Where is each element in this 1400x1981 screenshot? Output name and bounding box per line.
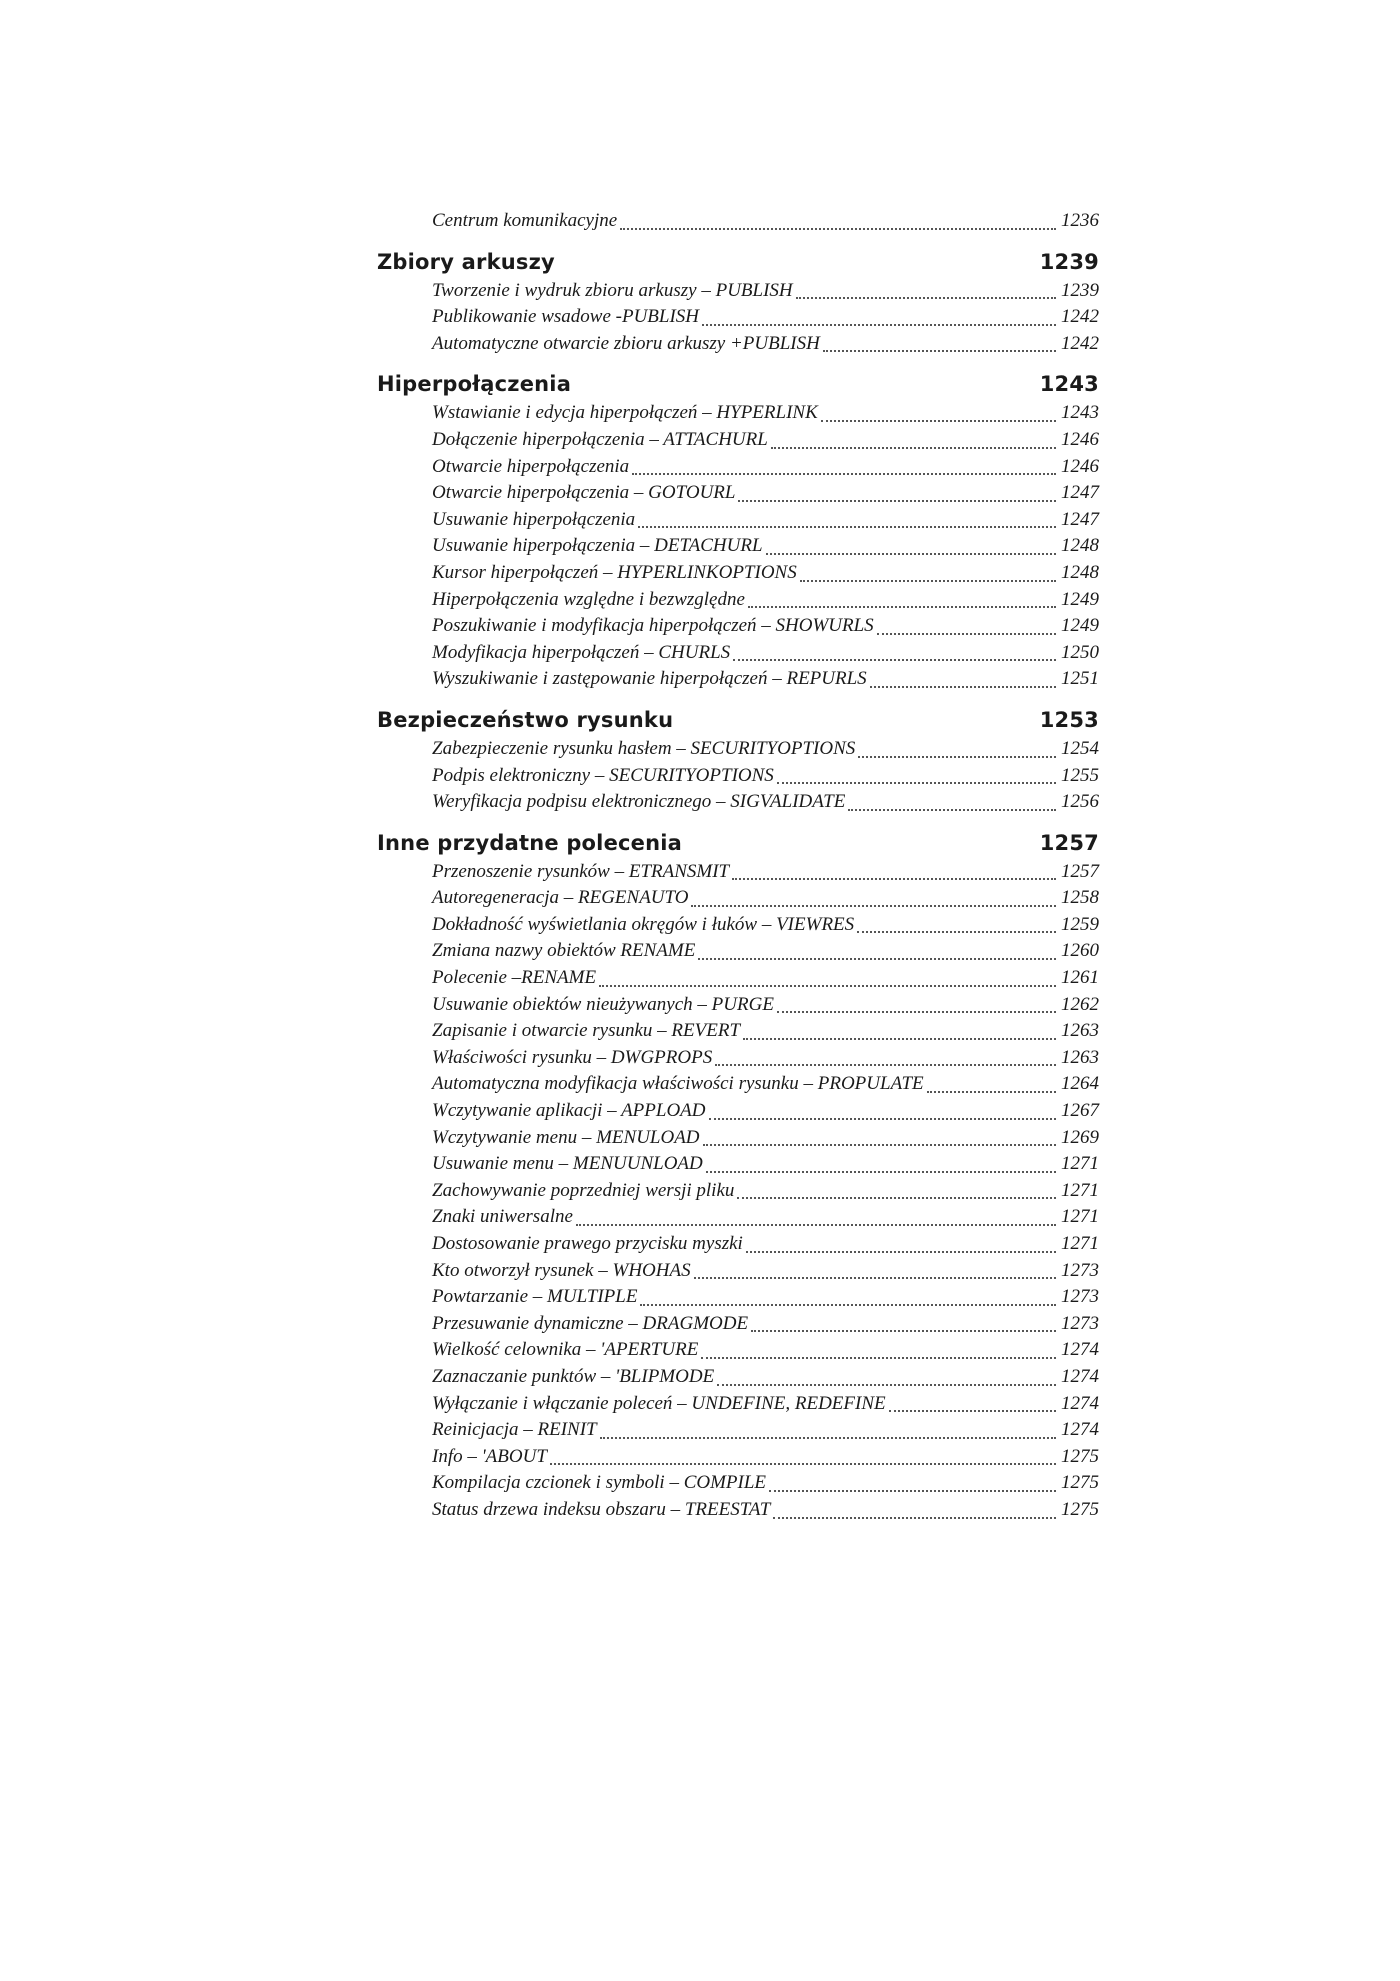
dot-leader — [640, 1304, 1056, 1306]
toc-entry-label: Kompilacja czcionek i symboli – COMPILE — [432, 1472, 767, 1494]
toc-entry-page-number: 1273 — [1061, 1259, 1099, 1281]
toc-entry-label: Reinicjacja – REINIT — [432, 1419, 597, 1441]
section-title: Inne przydatne polecenia — [377, 830, 683, 855]
toc-entry-page-number: 1275 — [1061, 1472, 1099, 1494]
toc-entry — [432, 965, 1099, 992]
toc-entry-page-number: 1275 — [1061, 1445, 1099, 1467]
dot-leader — [751, 1330, 1056, 1332]
dot-leader — [632, 473, 1056, 475]
toc-entry-label: Dostosowanie prawego przycisku myszki — [432, 1233, 743, 1254]
toc-entry — [432, 278, 1099, 305]
toc-entry — [432, 736, 1099, 763]
toc-entry-page-number: 1275 — [1061, 1498, 1099, 1520]
toc-entry — [432, 1045, 1099, 1072]
section-heading — [377, 828, 1099, 859]
toc-entry-label: Poszukiwanie i modyfikacja hiperpołączeń – SHOWURLS — [432, 615, 874, 637]
toc-entry-label: Kto otworzył rysunek – WHOHAS — [432, 1259, 691, 1281]
toc-entry-page-number: 1249 — [1061, 615, 1099, 637]
toc-entry — [432, 454, 1099, 481]
toc-entry-page-number: 1258 — [1061, 887, 1099, 909]
toc-entry-page-number: 1242 — [1061, 306, 1099, 328]
toc-entry-label: Otwarcie hiperpołączenia – GOTOURL — [432, 482, 736, 504]
toc-entry-label: Publikowanie wsadowe -PUBLISH — [432, 306, 700, 328]
toc-entry-label: Wyłączanie i włączanie poleceń – UNDEFINE, REDEFINE — [432, 1392, 886, 1414]
toc-entry — [432, 1391, 1099, 1418]
toc-entry — [432, 912, 1099, 939]
dot-leader — [732, 878, 1056, 880]
toc-entry — [432, 992, 1099, 1019]
toc-entry-label: Kursor hiperpołączeń – HYPERLINKOPTIONS — [432, 561, 797, 583]
toc-entry-page-number: 1236 — [1061, 210, 1099, 231]
toc-entry — [432, 1098, 1099, 1125]
toc-entry-label: Przesuwanie dynamiczne – DRAGMODE — [432, 1312, 749, 1334]
toc-entry-page-number: 1267 — [1061, 1100, 1099, 1122]
toc-entry-page-number: 1274 — [1061, 1365, 1099, 1387]
toc-entry-label: Zaznaczanie punktów – 'BLIPMODE — [432, 1365, 715, 1387]
toc-entry — [432, 1337, 1099, 1364]
toc-entry-page-number: 1274 — [1061, 1392, 1099, 1414]
dot-leader — [694, 1277, 1056, 1279]
section-heading — [377, 369, 1099, 400]
toc-entry-page-number: 1246 — [1061, 455, 1099, 477]
toc-entry — [432, 1417, 1099, 1444]
dot-leader — [600, 1437, 1056, 1439]
toc-entry — [432, 1178, 1099, 1205]
toc-entry-label: Weryfikacja podpisu elektronicznego – SIGVALIDATE — [432, 791, 846, 813]
toc-entry-page-number: 1264 — [1061, 1073, 1099, 1095]
dot-leader — [717, 1384, 1056, 1386]
toc-entry-label: Wczytywanie menu – MENULOAD — [432, 1126, 700, 1148]
dot-leader — [701, 1357, 1056, 1359]
toc-entry-label: Dołączenie hiperpołączenia – ATTACHURL — [432, 428, 768, 450]
toc-entry-label: Zabezpieczenie rysunku hasłem – SECURITYOPTIONS — [432, 737, 856, 759]
section-heading — [377, 705, 1099, 736]
toc-entry-label: Wczytywanie aplikacji – APPLOAD — [432, 1100, 706, 1122]
toc-entry-page-number: 1254 — [1061, 737, 1099, 759]
toc-entry-page-number: 1243 — [1061, 402, 1099, 424]
toc-entry-label: Hiperpołączenia względne i bezwzględne — [432, 588, 745, 610]
section-title: Hiperpołączenia — [377, 372, 572, 397]
toc-entry-page-number: 1256 — [1061, 791, 1099, 813]
toc-entry-label: Zmiana nazwy obiektów RENAME — [432, 940, 696, 962]
toc-entry — [432, 763, 1099, 790]
toc-entry-label: Dokładność wyświetlania okręgów i łuków – VIEWRES — [432, 913, 855, 935]
toc-entry-page-number: 1269 — [1061, 1126, 1099, 1148]
toc-entry-page-number: 1271 — [1061, 1179, 1099, 1201]
toc-entry — [432, 666, 1099, 693]
toc-entry — [432, 1497, 1099, 1524]
toc-entry — [432, 400, 1099, 427]
toc-entry — [432, 331, 1099, 358]
dot-leader — [599, 985, 1056, 987]
toc-entry — [432, 1311, 1099, 1338]
toc-entry — [432, 208, 1099, 235]
dot-leader — [777, 1011, 1056, 1013]
toc-entry-label: Podpis elektroniczny – SECURITYOPTIONS — [432, 764, 774, 786]
toc-entry — [432, 427, 1099, 454]
toc-entry-page-number: 1260 — [1061, 940, 1099, 962]
toc-entry — [432, 1284, 1099, 1311]
dot-leader — [927, 1091, 1056, 1093]
toc-entry — [432, 640, 1099, 667]
toc-entry-page-number: 1273 — [1061, 1286, 1099, 1308]
dot-leader — [771, 447, 1056, 449]
toc-entry-page-number: 1271 — [1061, 1153, 1099, 1175]
section-page-number: 1253 — [1039, 707, 1099, 732]
dot-leader — [821, 420, 1056, 422]
toc-entry-label: Info – 'ABOUT — [432, 1445, 547, 1467]
toc-entry — [432, 1151, 1099, 1178]
dot-leader — [691, 905, 1056, 907]
section-heading — [377, 247, 1099, 278]
toc-entry — [432, 1071, 1099, 1098]
toc-entry-page-number: 1262 — [1061, 993, 1099, 1015]
toc-entry-page-number: 1274 — [1061, 1339, 1099, 1361]
dot-leader — [769, 1490, 1056, 1492]
toc-entry-label: Właściwości rysunku – DWGPROPS — [432, 1046, 713, 1068]
dot-leader — [823, 350, 1056, 352]
toc-entry-label: Centrum komunikacyjne — [432, 210, 618, 231]
toc-entry-page-number: 1263 — [1061, 1046, 1099, 1068]
section-title: Zbiory arkuszy — [377, 249, 555, 274]
toc-entry — [432, 587, 1099, 614]
dot-leader — [620, 228, 1056, 230]
dot-leader — [889, 1410, 1056, 1412]
toc-entry-label: Usuwanie hiperpołączenia — [432, 508, 636, 530]
toc-entry-page-number: 1248 — [1061, 561, 1099, 583]
dot-leader — [638, 526, 1056, 528]
toc-entry — [432, 938, 1099, 965]
toc-entry-page-number: 1242 — [1061, 332, 1099, 354]
dot-leader — [698, 958, 1056, 960]
dot-leader — [703, 1144, 1056, 1146]
toc-entry-label: Tworzenie i wydruk zbioru arkuszy – PUBLISH — [432, 279, 793, 301]
toc-entry-page-number: 1255 — [1061, 764, 1099, 786]
toc-entry-label: Polecenie –RENAME — [432, 967, 597, 989]
toc-entry-label: Wielkość celownika – 'APERTURE — [432, 1339, 699, 1361]
toc-entry-label: Modyfikacja hiperpołączeń – CHURLS — [432, 641, 731, 663]
dot-leader — [796, 297, 1056, 299]
toc-entry-page-number: 1239 — [1061, 279, 1099, 301]
toc-entry-page-number: 1271 — [1061, 1206, 1099, 1228]
toc-entry-page-number: 1257 — [1061, 860, 1099, 882]
dot-leader — [857, 931, 1056, 933]
section-page-number: 1239 — [1039, 249, 1099, 274]
toc-entry-label: Zachowywanie poprzedniej wersji pliku — [432, 1179, 735, 1201]
toc-entry — [432, 1125, 1099, 1152]
toc-entry — [432, 1231, 1099, 1258]
toc-entry-label: Status drzewa indeksu obszaru – TREESTAT — [432, 1498, 771, 1520]
dot-leader — [706, 1171, 1056, 1173]
dot-leader — [800, 580, 1056, 582]
toc-entry-page-number: 1274 — [1061, 1419, 1099, 1441]
toc-entry — [432, 507, 1099, 534]
toc-entry-page-number: 1248 — [1061, 535, 1099, 557]
dot-leader — [777, 782, 1056, 784]
toc-entry — [432, 1364, 1099, 1391]
dot-leader — [877, 633, 1056, 635]
toc-entry-label: Wstawianie i edycja hiperpołączeń – HYPERLINK — [432, 402, 818, 424]
toc-entry-label: Wyszukiwanie i zastępowanie hiperpołączeń – REPURLS — [432, 668, 867, 690]
toc-entry-label: Usuwanie menu – MENUUNLOAD — [432, 1153, 703, 1175]
dot-leader — [709, 1118, 1056, 1120]
toc-entry-page-number: 1246 — [1061, 428, 1099, 450]
dot-leader — [702, 324, 1056, 326]
toc-entry — [432, 613, 1099, 640]
toc-entry-page-number: 1247 — [1061, 508, 1099, 530]
toc-entry-label: Zapisanie i otwarcie rysunku – REVERT — [432, 1020, 741, 1042]
toc-entry-page-number: 1259 — [1061, 913, 1099, 935]
table-of-contents — [377, 208, 1099, 1524]
toc-entry-label: Przenoszenie rysunków – ETRANSMIT — [432, 860, 730, 882]
toc-entry — [432, 1204, 1099, 1231]
toc-entry — [432, 480, 1099, 507]
toc-entry-page-number: 1263 — [1061, 1020, 1099, 1042]
toc-entry-page-number: 1261 — [1061, 967, 1099, 989]
toc-entry — [432, 1258, 1099, 1285]
section-page-number: 1257 — [1039, 830, 1099, 855]
toc-entry-label: Usuwanie hiperpołączenia – DETACHURL — [432, 535, 763, 557]
dot-leader — [746, 1251, 1056, 1253]
toc-entry-label: Automatyczna modyfikacja właściwości rysunku – PROPULATE — [432, 1073, 924, 1095]
toc-entry-page-number: 1271 — [1061, 1233, 1099, 1254]
dot-leader — [766, 553, 1056, 555]
dot-leader — [733, 659, 1056, 661]
dot-leader — [550, 1463, 1056, 1465]
dot-leader — [848, 809, 1056, 811]
section-page-number: 1243 — [1039, 372, 1099, 397]
toc-entry — [432, 1470, 1099, 1497]
toc-entry-page-number: 1273 — [1061, 1312, 1099, 1334]
toc-entry-label: Otwarcie hiperpołączenia — [432, 455, 630, 477]
toc-entry — [432, 560, 1099, 587]
toc-entry — [432, 1444, 1099, 1471]
toc-entry-page-number: 1250 — [1061, 641, 1099, 663]
dot-leader — [737, 1197, 1056, 1199]
dot-leader — [773, 1517, 1056, 1519]
dot-leader — [738, 500, 1056, 502]
toc-entry-label: Autoregeneracja – REGENAUTO — [432, 887, 689, 909]
toc-entry-label: Usuwanie obiektów nieużywanych – PURGE — [432, 993, 774, 1015]
toc-entry-page-number: 1251 — [1061, 668, 1099, 690]
dot-leader — [748, 606, 1056, 608]
toc-entry-label: Powtarzanie – MULTIPLE — [432, 1286, 638, 1308]
dot-leader — [743, 1038, 1056, 1040]
toc-entry — [432, 859, 1099, 886]
toc-entry — [432, 885, 1099, 912]
toc-entry — [432, 1018, 1099, 1045]
dot-leader — [870, 686, 1056, 688]
dot-leader — [576, 1224, 1056, 1226]
toc-entry-label: Znaki uniwersalne — [432, 1206, 573, 1228]
toc-entry-page-number: 1247 — [1061, 482, 1099, 504]
toc-entry-page-number: 1249 — [1061, 588, 1099, 610]
toc-entry — [432, 789, 1099, 816]
dot-leader — [715, 1064, 1056, 1066]
dot-leader — [858, 756, 1056, 758]
toc-entry — [432, 304, 1099, 331]
toc-entry — [432, 533, 1099, 560]
toc-entry-label: Automatyczne otwarcie zbioru arkuszy +PUBLISH — [432, 332, 820, 354]
section-title: Bezpieczeństwo rysunku — [377, 707, 674, 732]
